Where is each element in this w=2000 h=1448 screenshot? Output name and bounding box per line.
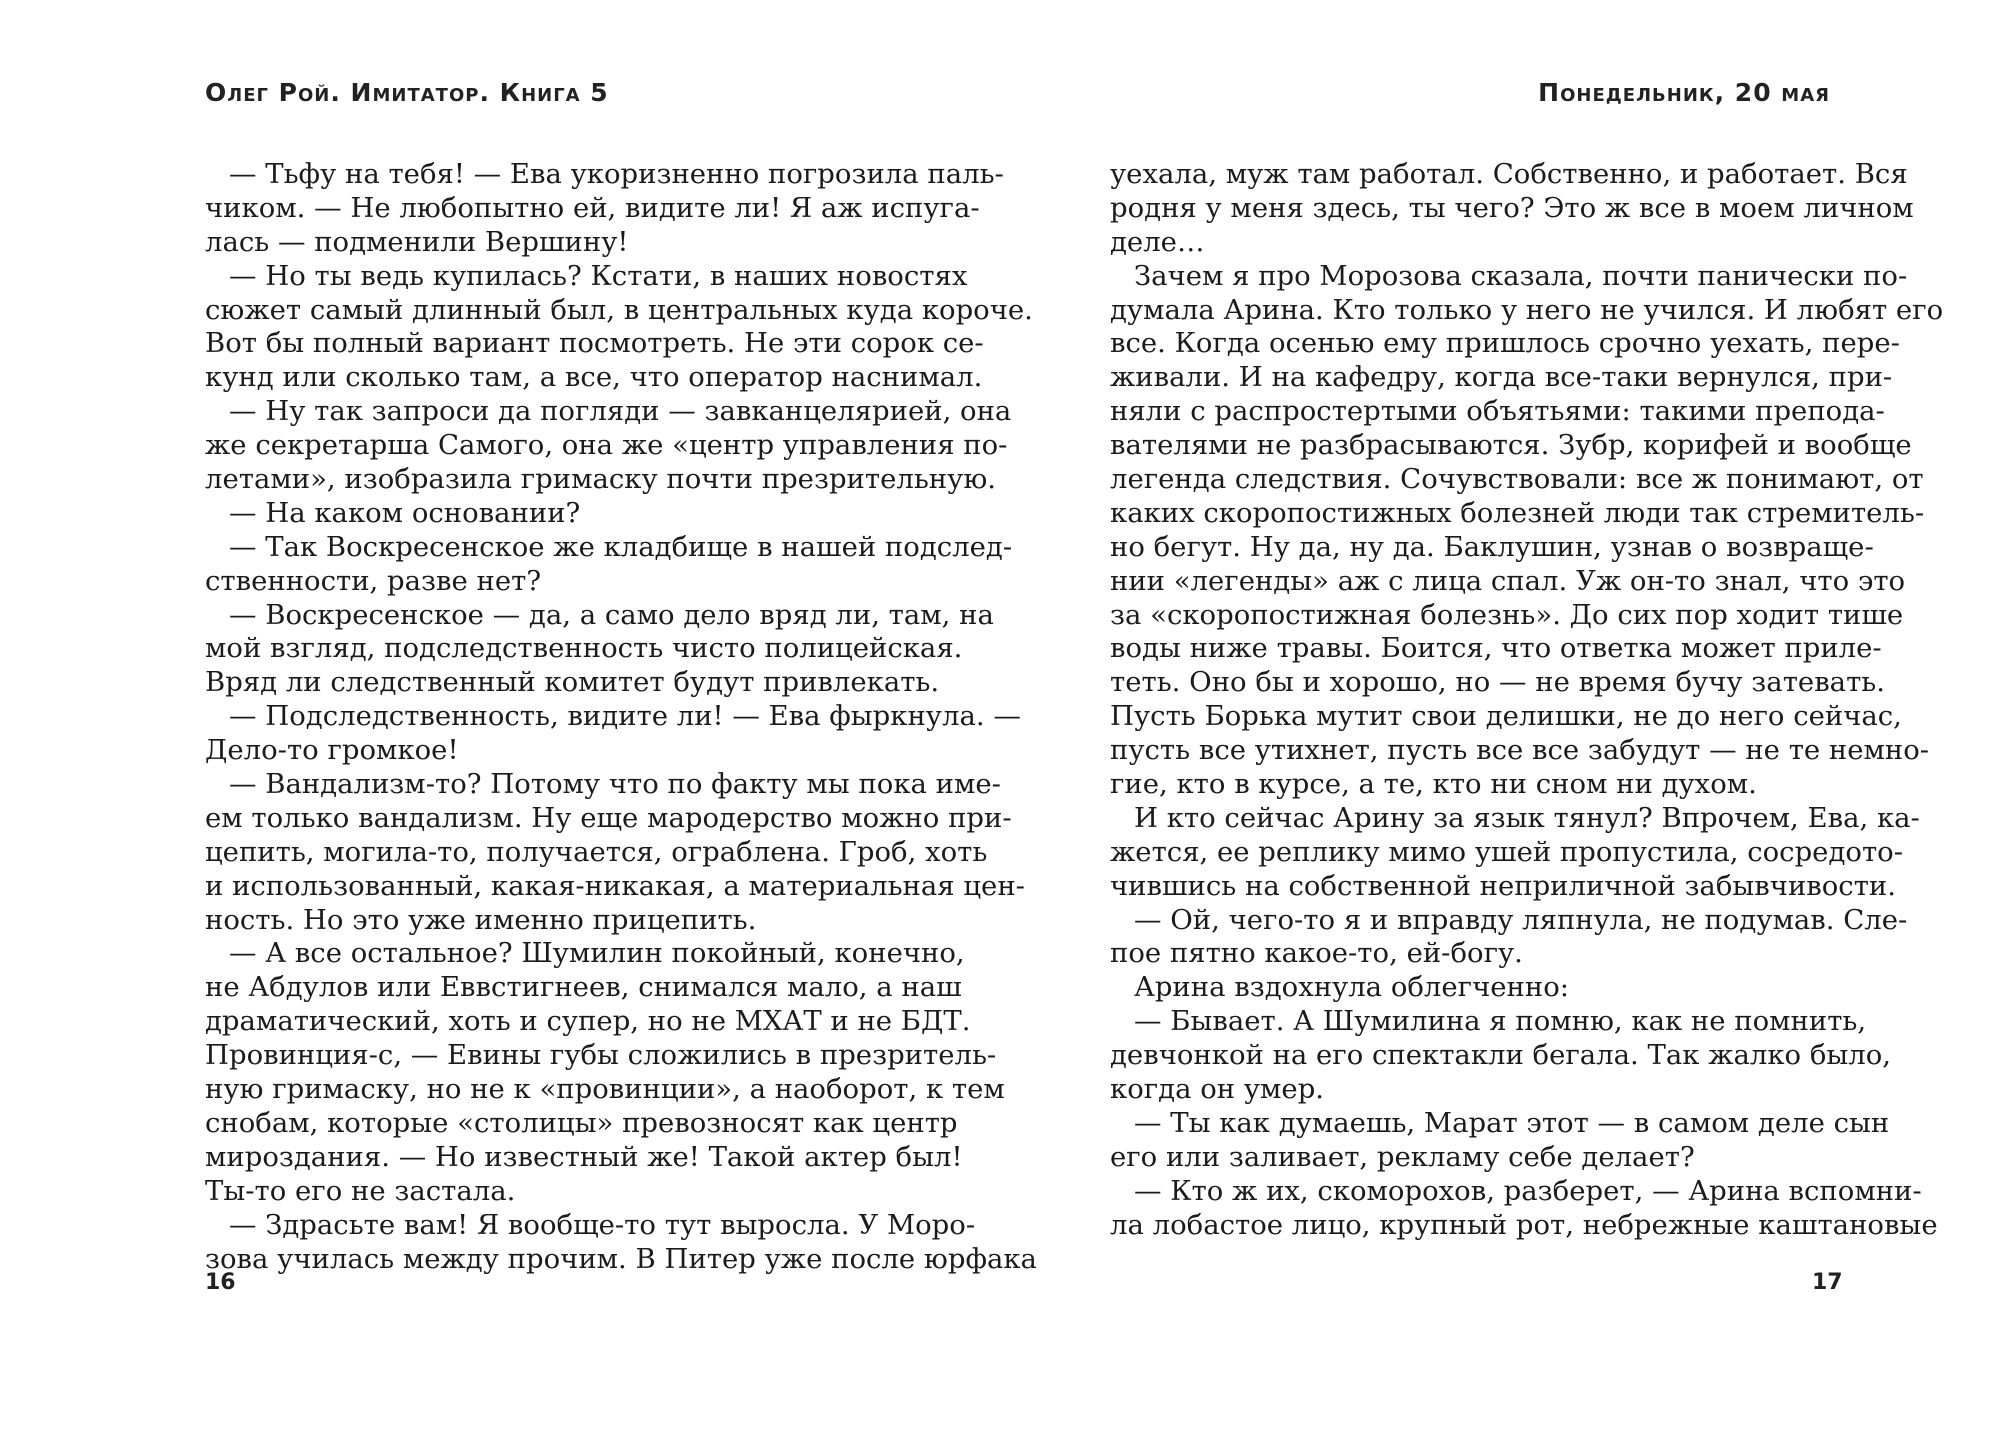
text-line: его или заливает, рекламу себе делает?: [1110, 1140, 1695, 1173]
text-line: ственности, разве нет?: [205, 564, 542, 597]
text-line: не Абдулов или Еввстигнеев, снимался мало, а наш: [205, 971, 962, 1004]
text-line: — Ты как думаешь, Марат этот — в самом деле сын: [1134, 1106, 1890, 1139]
text-line: няли с распростертыми объятьями: такими препода-: [1110, 395, 1885, 428]
text-line: Зачем я про Морозова сказала, почти панически по-: [1134, 259, 1908, 292]
text-line: Арина вздохнула облегченно:: [1134, 971, 1570, 1004]
text-line: нии «легенды» аж с лица спал. Уж он-то знал, что это: [1110, 564, 1906, 597]
text-line: кунд или сколько там, а все, что оператор наснимал.: [205, 361, 983, 394]
text-line: уехала, муж там работал. Собственно, и работает. Вся: [1110, 158, 1908, 190]
text-line: чиком. — Не любопытно ей, видите ли! Я аж испуга-: [205, 191, 980, 224]
text-line: деле…: [1110, 225, 1205, 258]
text-line: Ты-то его не застала.: [205, 1174, 516, 1207]
text-line: — Вандализм-то? Потому что по факту мы пока име-: [229, 768, 1001, 801]
text-line: каких скоропостижных болезней люди так стремитель-: [1110, 496, 1925, 529]
text-line: — Ну так запроси да погляди — завканцелярией, она: [229, 395, 1012, 428]
text-line: пое пятно какое-то, ей-богу.: [1110, 937, 1523, 970]
text-line: лась — подменили Вершину!: [205, 225, 629, 258]
text-line: цепить, могила-то, получается, ограблена. Гроб, хоть: [205, 835, 988, 868]
text-line: — Воскресенское — да, а само дело вряд ли, там, на: [229, 598, 994, 631]
text-line: — Подследственность, видите ли! — Ева фыркнула. —: [229, 700, 1021, 733]
text-line: пусть все утихнет, пусть все все забудут — не те немно-: [1110, 734, 1930, 767]
text-line: ность. Но это уже именно прицепить.: [205, 903, 757, 936]
text-line: — Бывает. А Шумилина я помню, как не помнить,: [1134, 1005, 1867, 1038]
text-line: ем только вандализм. Ну еще мародерство можно при-: [205, 801, 1012, 834]
left-page-text: [205, 158, 1037, 1276]
text-line: — Но ты ведь купилась? Кстати, в наших новостях: [229, 259, 968, 292]
running-head-author-title: Олег Рой. Имитатор. Книга 5: [205, 78, 609, 107]
text-line: И кто сейчас Арину за язык тянул? Впрочем, Ева, ка-: [1134, 801, 1920, 834]
text-line: сюжет самый длинный был, в центральных куда короче.: [205, 293, 1033, 326]
running-head-chapter-date: Понедельник, 20 мая: [1538, 78, 1830, 107]
text-line: но бегут. Ну да, ну да. Баклушин, узнав о возвраще-: [1110, 530, 1874, 563]
text-line: все. Когда осенью ему пришлось срочно уехать, пере-: [1110, 327, 1900, 360]
text-line: — А все остальное? Шумилин покойный, конечно,: [229, 937, 965, 970]
text-line: Вряд ли следственный комитет будут привлекать.: [205, 666, 940, 699]
text-line: — Ой, чего-то я и вправду ляпнула, не подумав. Сле-: [1134, 903, 1908, 936]
text-line: снобам, которые «столицы» превозносят как центр: [205, 1106, 958, 1139]
text-line: жется, ее реплику мимо ушей пропустила, сосредото-: [1110, 835, 1904, 868]
page-number-right: 17: [1812, 1270, 1843, 1295]
text-line: за «скоропостижная болезнь». До сих пор ходит тише: [1110, 598, 1904, 631]
text-line: Провинция-с, — Евины губы сложились в презритель-: [205, 1039, 997, 1072]
text-line: летами», изобразила гримаску почти презрительную.: [205, 463, 997, 496]
text-line: девчонкой на его спектакли бегала. Так жалко было,: [1110, 1039, 1892, 1072]
right-page-text: [1110, 158, 1944, 1243]
page-number-left: 16: [205, 1270, 236, 1295]
text-line: ла лобастое лицо, крупный рот, небрежные каштановые: [1110, 1208, 1938, 1241]
text-line: вателями не разбрасываются. Зубр, корифей и вообще: [1110, 429, 1912, 462]
text-line: ную гримаску, но не к «провинции», а наоборот, к тем: [205, 1073, 1005, 1106]
text-line: Дело-то громкое!: [205, 734, 459, 767]
text-line: — Так Воскресенское же кладбище в нашей подслед-: [229, 530, 1013, 563]
text-line: мироздания. — Но известный же! Такой актер был!: [205, 1140, 963, 1173]
text-line: Вот бы полный вариант посмотреть. Не эти сорок се-: [205, 327, 984, 360]
text-line: же секретарша Самого, она же «центр управления по-: [205, 429, 1008, 462]
text-line: гие, кто в курсе, а те, кто ни сном ни духом.: [1110, 768, 1757, 801]
text-line: воды ниже травы. Боится, что ответка может приле-: [1110, 632, 1882, 665]
text-line: когда он умер.: [1110, 1073, 1325, 1106]
right-page: [1000, 0, 2000, 1448]
text-line: чившись на собственной неприличной забывчивости.: [1110, 869, 1896, 902]
text-line: мой взгляд, подследственность чисто полицейская.: [205, 632, 963, 665]
text-line: — Кто ж их, скоморохов, разберет, — Арина вспомни-: [1134, 1174, 1922, 1207]
text-line: легенда следствия. Сочувствовали: все ж понимают, от: [1110, 463, 1924, 496]
text-line: и использованный, какая-никакая, а материальная цен-: [205, 869, 1025, 902]
text-line: Пусть Борька мутит свои делишки, не до него сейчас,: [1110, 700, 1902, 733]
text-line: зова училась между прочим. В Питер уже после юрфака: [205, 1242, 1037, 1275]
text-line: — Тьфу на тебя! — Ева укоризненно погрозила паль-: [229, 158, 1004, 190]
text-line: живали. И на кафедру, когда все-таки вернулся, при-: [1110, 361, 1893, 394]
text-line: драматический, хоть и супер, но не МХАТ и не БДТ.: [205, 1005, 971, 1038]
text-line: думала Арина. Кто только у него не учился. И любят его: [1110, 293, 1944, 326]
text-line: — Здрасьте вам! Я вообще-то тут выросла. У Моро-: [229, 1208, 976, 1241]
text-line: родня у меня здесь, ты чего? Это ж все в моем личном: [1110, 191, 1914, 224]
text-line: — На каком основании?: [229, 496, 581, 529]
text-line: теть. Оно бы и хорошо, но — не время бучу затевать.: [1110, 666, 1885, 699]
